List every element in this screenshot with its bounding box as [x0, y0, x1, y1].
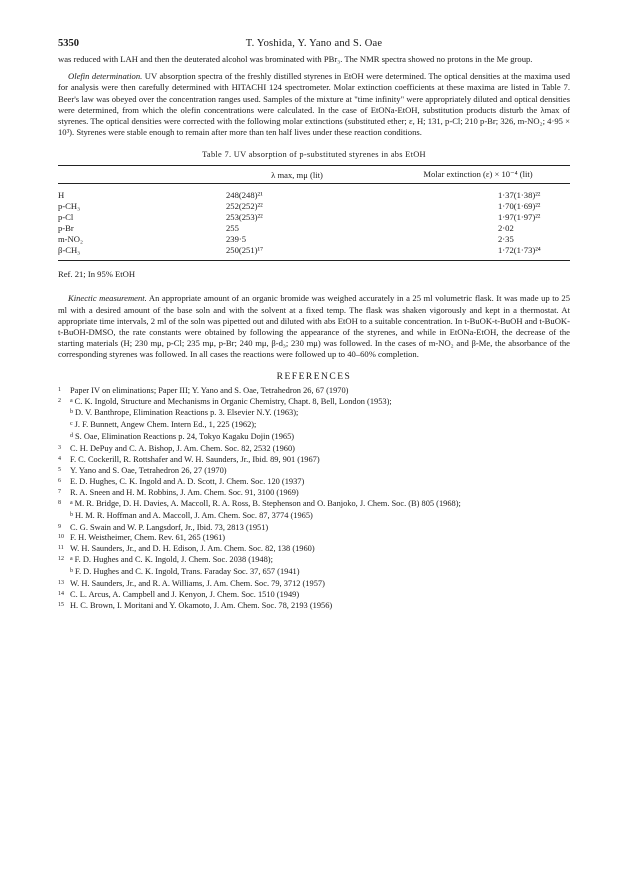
- table-row: [58, 223, 570, 234]
- reference-item: [58, 579, 570, 590]
- table-cell: 250(251)¹⁷: [208, 245, 386, 261]
- reference-text: D. V. Banthrope, Elimination Reactions p. 3. Elsevier N.Y. (1963);: [75, 408, 299, 418]
- reference-sub-label: b: [70, 409, 73, 416]
- reference-sub-label: d: [70, 433, 73, 440]
- references-heading: REFERENCES: [276, 371, 352, 382]
- table-row: [58, 184, 570, 202]
- reference-list: [58, 386, 570, 612]
- table-cell: p-CH₃: [58, 201, 81, 212]
- reference-number: 5: [58, 466, 61, 473]
- reference-item: [58, 455, 570, 466]
- table-cell: 239·5: [226, 234, 247, 245]
- reference-text: M. R. Bridge, D. H. Davies, A. Maccoll, R. A. Ross, B. Stephenson and O. Banjoko, J. Chem. Soc. (B) 805 (1968);: [74, 498, 461, 508]
- running-title: T. Yoshida, Y. Yano and S. Oae: [245, 38, 383, 49]
- table-row: [58, 212, 570, 223]
- reference-number: 6: [58, 477, 61, 484]
- reference-text: H. C. Brown, I. Moritani and Y. Okamoto, J. Am. Chem. Soc. 78, 2193 (1956): [70, 600, 333, 610]
- reference-text: F. H. Weistheimer, Chem. Rev. 61, 265 (1961): [70, 533, 226, 543]
- reference-number: 7: [58, 488, 61, 495]
- table-row: [58, 201, 570, 212]
- reference-number: 12: [58, 556, 64, 563]
- table-7: [58, 165, 570, 261]
- reference-number: 3: [58, 445, 61, 452]
- reference-item: [58, 397, 570, 409]
- table-cell: m-NO₂: [58, 234, 83, 245]
- kinetic-measurement-paragraph: [58, 293, 570, 360]
- reference-text: C. L. Arcus, A. Campbell and J. Kenyon, J. Chem. Soc. 1510 (1949): [70, 589, 300, 599]
- reference-sub-label: b: [70, 511, 73, 518]
- reference-text: F. C. Cockerill, R. Rottshafer and W. H. Saunders, Jr., Ibid. 89, 901 (1967): [70, 455, 320, 465]
- reference-text: F. D. Hughes and C. K. Ingold, J. Chem. Soc. 2038 (1948);: [74, 555, 273, 565]
- reference-number: 2: [58, 397, 61, 404]
- reference-text: E. D. Hughes, C. K. Ingold and A. D. Scott, J. Chem. Soc. 120 (1937): [70, 476, 305, 486]
- reference-item: [58, 533, 570, 544]
- table-footnote: Ref. 21; In 95% EtOH: [58, 269, 136, 280]
- reference-number: 13: [58, 580, 64, 587]
- table-cell: β-CH₃: [58, 245, 208, 261]
- reference-item: [58, 386, 570, 397]
- table-header-cell: λ max, mμ (lit): [208, 166, 386, 184]
- table-header-cell: Molar extinction (ε) × 10⁻⁴ (lit): [386, 166, 570, 184]
- table-caption: Table 7. UV absorption of p-substituted styrenes in abs EtOH: [202, 150, 426, 160]
- reference-text: C. G. Swain and W. P. Langsdorf, Jr., Ibid. 73, 2813 (1951): [70, 522, 269, 532]
- reference-text: W. H. Saunders, Jr., and R. A. Williams, J. Am. Chem. Soc. 79, 3712 (1957): [70, 579, 325, 589]
- table-row: [58, 234, 570, 245]
- reference-item: [58, 477, 570, 488]
- intro-paragraph: was reduced with LAH and then the deuterated alcohol was brominated with PBr₃. The NMR spectra showed no protons in the Me group.: [58, 54, 533, 64]
- olefin-heading: Olefin determination.: [68, 71, 143, 82]
- table-cell: p-Br: [58, 223, 74, 234]
- reference-item: [58, 590, 570, 601]
- reference-item: [58, 523, 570, 534]
- table-cell: 1·97(1·97)²²: [498, 212, 541, 223]
- table-cell: 252(252)²²: [226, 201, 263, 212]
- reference-sub-label: c: [70, 421, 73, 428]
- reference-text: C. H. DePuy and C. A. Bishop, J. Am. Chem. Soc. 82, 2532 (1960): [70, 444, 295, 454]
- reference-item: [58, 567, 570, 579]
- reference-sub-label: a: [70, 499, 73, 506]
- reference-sub-label: b: [70, 568, 73, 575]
- table-cell: 248(248)²¹: [226, 190, 263, 201]
- table-cell: 253(253)²²: [226, 212, 263, 223]
- table-cell: 1·72(1·73)²⁴: [386, 245, 570, 261]
- reference-number: 15: [58, 601, 64, 608]
- reference-number: 9: [58, 523, 61, 530]
- reference-number: 1: [58, 386, 61, 393]
- reference-item: [58, 544, 570, 555]
- reference-text: Paper IV on eliminations; Paper III; Y. Yano and S. Oae, Tetrahedron 26, 67 (1970): [70, 385, 349, 395]
- page-header: [58, 38, 570, 54]
- reference-item: [58, 555, 570, 567]
- reference-item: [58, 511, 570, 523]
- table-cell: p-Cl: [58, 212, 74, 223]
- reference-item: [58, 408, 570, 420]
- reference-number: 11: [58, 545, 64, 552]
- table-header-row: [58, 166, 570, 184]
- reference-text: C. K. Ingold, Structure and Mechanisms in Organic Chemistry, Chapt. 8, Bell, London (1953);: [74, 396, 392, 406]
- reference-number: 14: [58, 590, 64, 597]
- reference-text: J. F. Bunnett, Angew Chem. Intern Ed., 1, 225 (1962);: [74, 420, 257, 430]
- olefin-determination-paragraph: [58, 71, 570, 138]
- reference-text: F. D. Hughes and C. K. Ingold, Trans. Faraday Soc. 37, 657 (1941): [75, 567, 300, 577]
- reference-sub-label: a: [70, 556, 73, 563]
- reference-number: 4: [58, 456, 61, 463]
- page-number: 5350: [58, 38, 79, 49]
- reference-number: 8: [58, 499, 61, 506]
- reference-number: 10: [58, 534, 64, 541]
- kinetic-text: An appropriate amount of an organic bromide was weighed accurately in a 25 ml volumetric flask. It was made up to 25 ml with a desired amount of the base soln and with the solvent at a fixed temp. The flask was shaken vigorously and kept in a thermostat. At appropriate time intervals, 2 ml of the soln was pipetted out and diluted with abs EtOH to a suitable concentration. In t-BuOK-t-BuOH and t-BuOK-t-BuOH-DMSO, the rate constants were obtained by following the appearance of the styrenes, and while in EtONa-EtOH, the decrease of the starting materials (H; 230 mμ, p-Cl; 235 mμ, p-Br; 240 mμ, β-d₃; 230 mμ) was followed. In the cases of m-NO₂ and β-Me, the absorbance of the corresponding styrenes was followed. In all cases the reactions were followed up to 40–60% completion.: [58, 293, 570, 360]
- table-cell: 1·37(1·38)²²: [498, 190, 541, 201]
- reference-item: [58, 601, 570, 612]
- reference-text: H. M. R. Hoffman and A. Maccoll, J. Am. Chem. Soc. 87, 3774 (1965): [75, 510, 313, 520]
- kinetic-heading: Kinectic measurement.: [68, 293, 147, 304]
- table-row: [58, 245, 570, 261]
- reference-item: [58, 444, 570, 455]
- table-cell: H: [58, 190, 65, 201]
- reference-text: R. A. Sneen and H. M. Robbins, J. Am. Chem. Soc. 91, 3100 (1969): [70, 487, 299, 497]
- reference-item: [58, 420, 570, 432]
- table-cell: 1·70(1·69)²²: [498, 201, 541, 212]
- table-cell: 2·35: [498, 234, 514, 245]
- table-cell: 2·02: [498, 223, 514, 234]
- table-header-cell: [58, 166, 208, 184]
- table-cell: 255: [226, 223, 239, 234]
- reference-item: [58, 432, 570, 444]
- reference-item: [58, 466, 570, 477]
- reference-sub-label: a: [70, 397, 73, 404]
- reference-item: [58, 499, 570, 511]
- reference-item: [58, 488, 570, 499]
- olefin-text: UV absorption spectra of the freshly distilled styrenes in EtOH were determined. The optical densities at the maxima used for analysis were then carefully determined with HITACHI 124 spectrometer. Molar extinction coefficients at these maxima are listed in Table 7. Beer's law was obeyed over the concentration ranges used. Samples of the mixture at "time infinity" were appropriately diluted and optical densities were determined, from which the olefin concentrations were calculated. In the case of EtONa-EtOH, substitution products disturb the λmax of styrenes. The optical densities were corrected with the following molar extinctions (substituted ether; ε, H; 131, p-Cl; 210 p-Br; 326, m-NO₂; 4·95 × 10³). Styrenes were stable enough to remain after more than ten half lives under these reaction conditions.: [58, 71, 570, 138]
- reference-text: Y. Yano and S. Oae, Tetrahedron 26, 27 (1970): [70, 465, 227, 475]
- reference-text: S. Oae, Elimination Reactions p. 24, Tokyo Kagaku Dojin (1965): [75, 432, 295, 442]
- reference-text: W. H. Saunders, Jr., and D. H. Edison, J. Am. Chem. Soc. 82, 138 (1960): [70, 544, 315, 554]
- journal-page: [58, 38, 570, 612]
